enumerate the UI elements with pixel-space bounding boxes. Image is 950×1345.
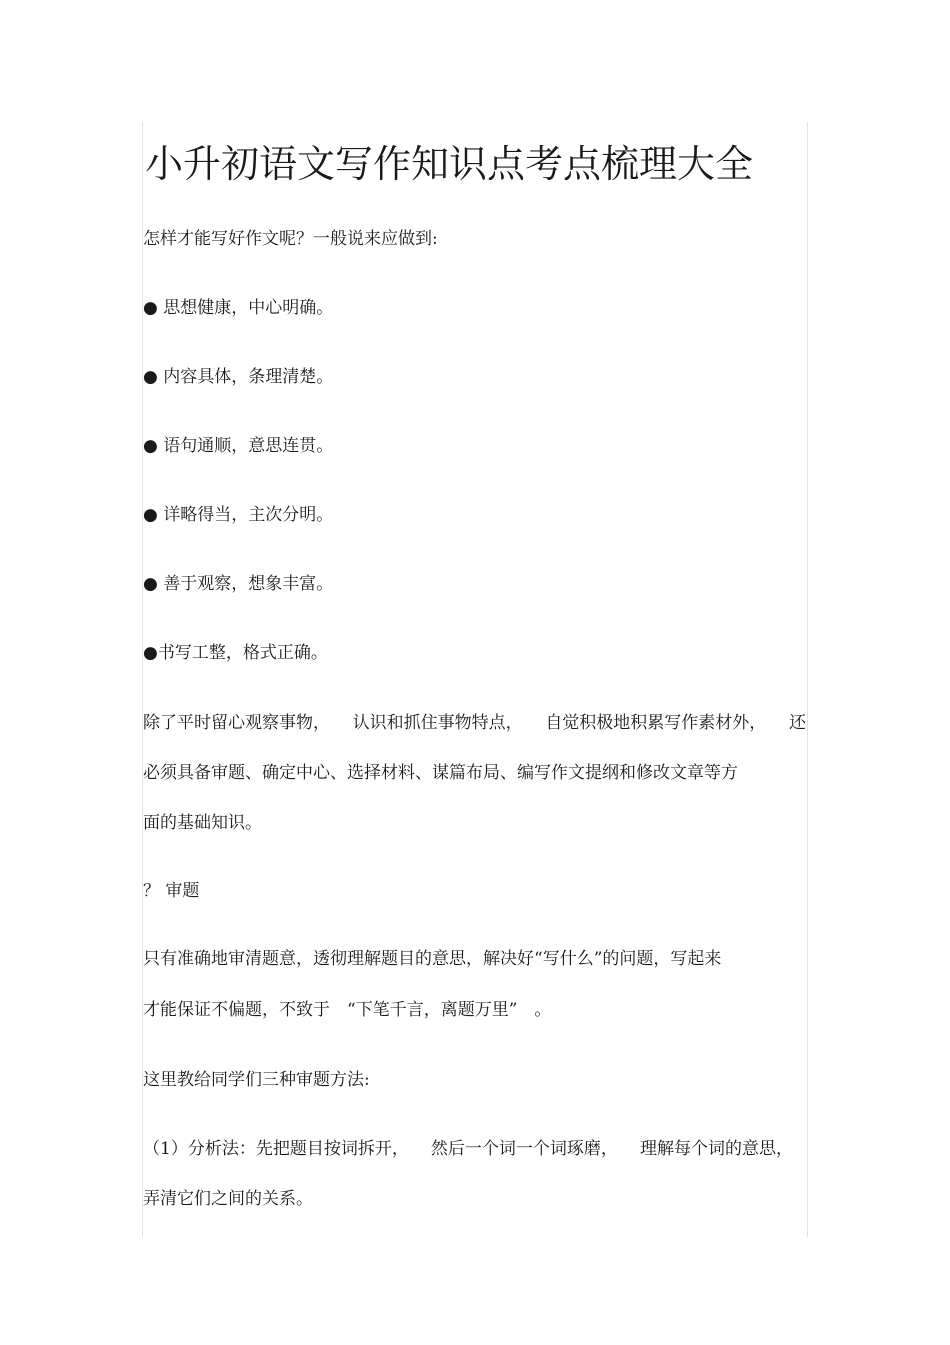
text-segment: 自觉积极地积累写作素材外， xyxy=(545,713,767,733)
requirement-item: ● 详略得当，主次分明。 xyxy=(143,505,334,525)
requirement-item: ● 内容具体，条理清楚。 xyxy=(143,367,334,387)
requirement-item: ● 思想健康，中心明确。 xyxy=(143,298,334,318)
requirement-item: ● 善于观察，想象丰富。 xyxy=(143,574,334,594)
text-segment: 认识和抓住事物特点， xyxy=(352,713,523,733)
paragraph-line xyxy=(143,712,806,734)
paragraph-line: 只有准确地审清题意，透彻理解题目的意思，解决好“写什么”的问题，写起来 xyxy=(143,949,722,969)
text-segment: 理解每个词的意思， xyxy=(639,1139,793,1159)
intro-text: 怎样才能写好作文呢？一般说来应做到: xyxy=(143,229,438,249)
document-title: 小升初语文写作知识点考点梳理大全 xyxy=(145,142,754,186)
paragraph-line: 必须具备审题、确定中心、选择材料、谋篇布局、编写作文提纲和修改文章等方 xyxy=(143,763,738,783)
paragraph-line: 面的基础知识。 xyxy=(143,813,262,833)
methods-intro: 这里教给同学们三种审题方法: xyxy=(143,1070,370,1090)
requirement-item: ● 语句通顺，意思连贯。 xyxy=(143,436,334,456)
paragraph-line: 才能保证不偏题，不致于 “下笔千言，离题万里” 。 xyxy=(143,1000,552,1020)
requirement-item: ●书写工整，格式正确。 xyxy=(143,643,328,663)
paragraph-line xyxy=(143,1138,793,1160)
section-heading: ？ 审题 xyxy=(143,881,200,901)
text-segment: 除了平时留心观察事物， xyxy=(143,713,330,733)
text-segment: （1）分析法：先把题目按词拆开， xyxy=(143,1139,409,1159)
text-segment: 还 xyxy=(788,713,806,733)
paragraph-line: 弄清它们之间的关系。 xyxy=(143,1189,313,1209)
text-segment: 然后一个词一个词琢磨， xyxy=(430,1139,618,1159)
